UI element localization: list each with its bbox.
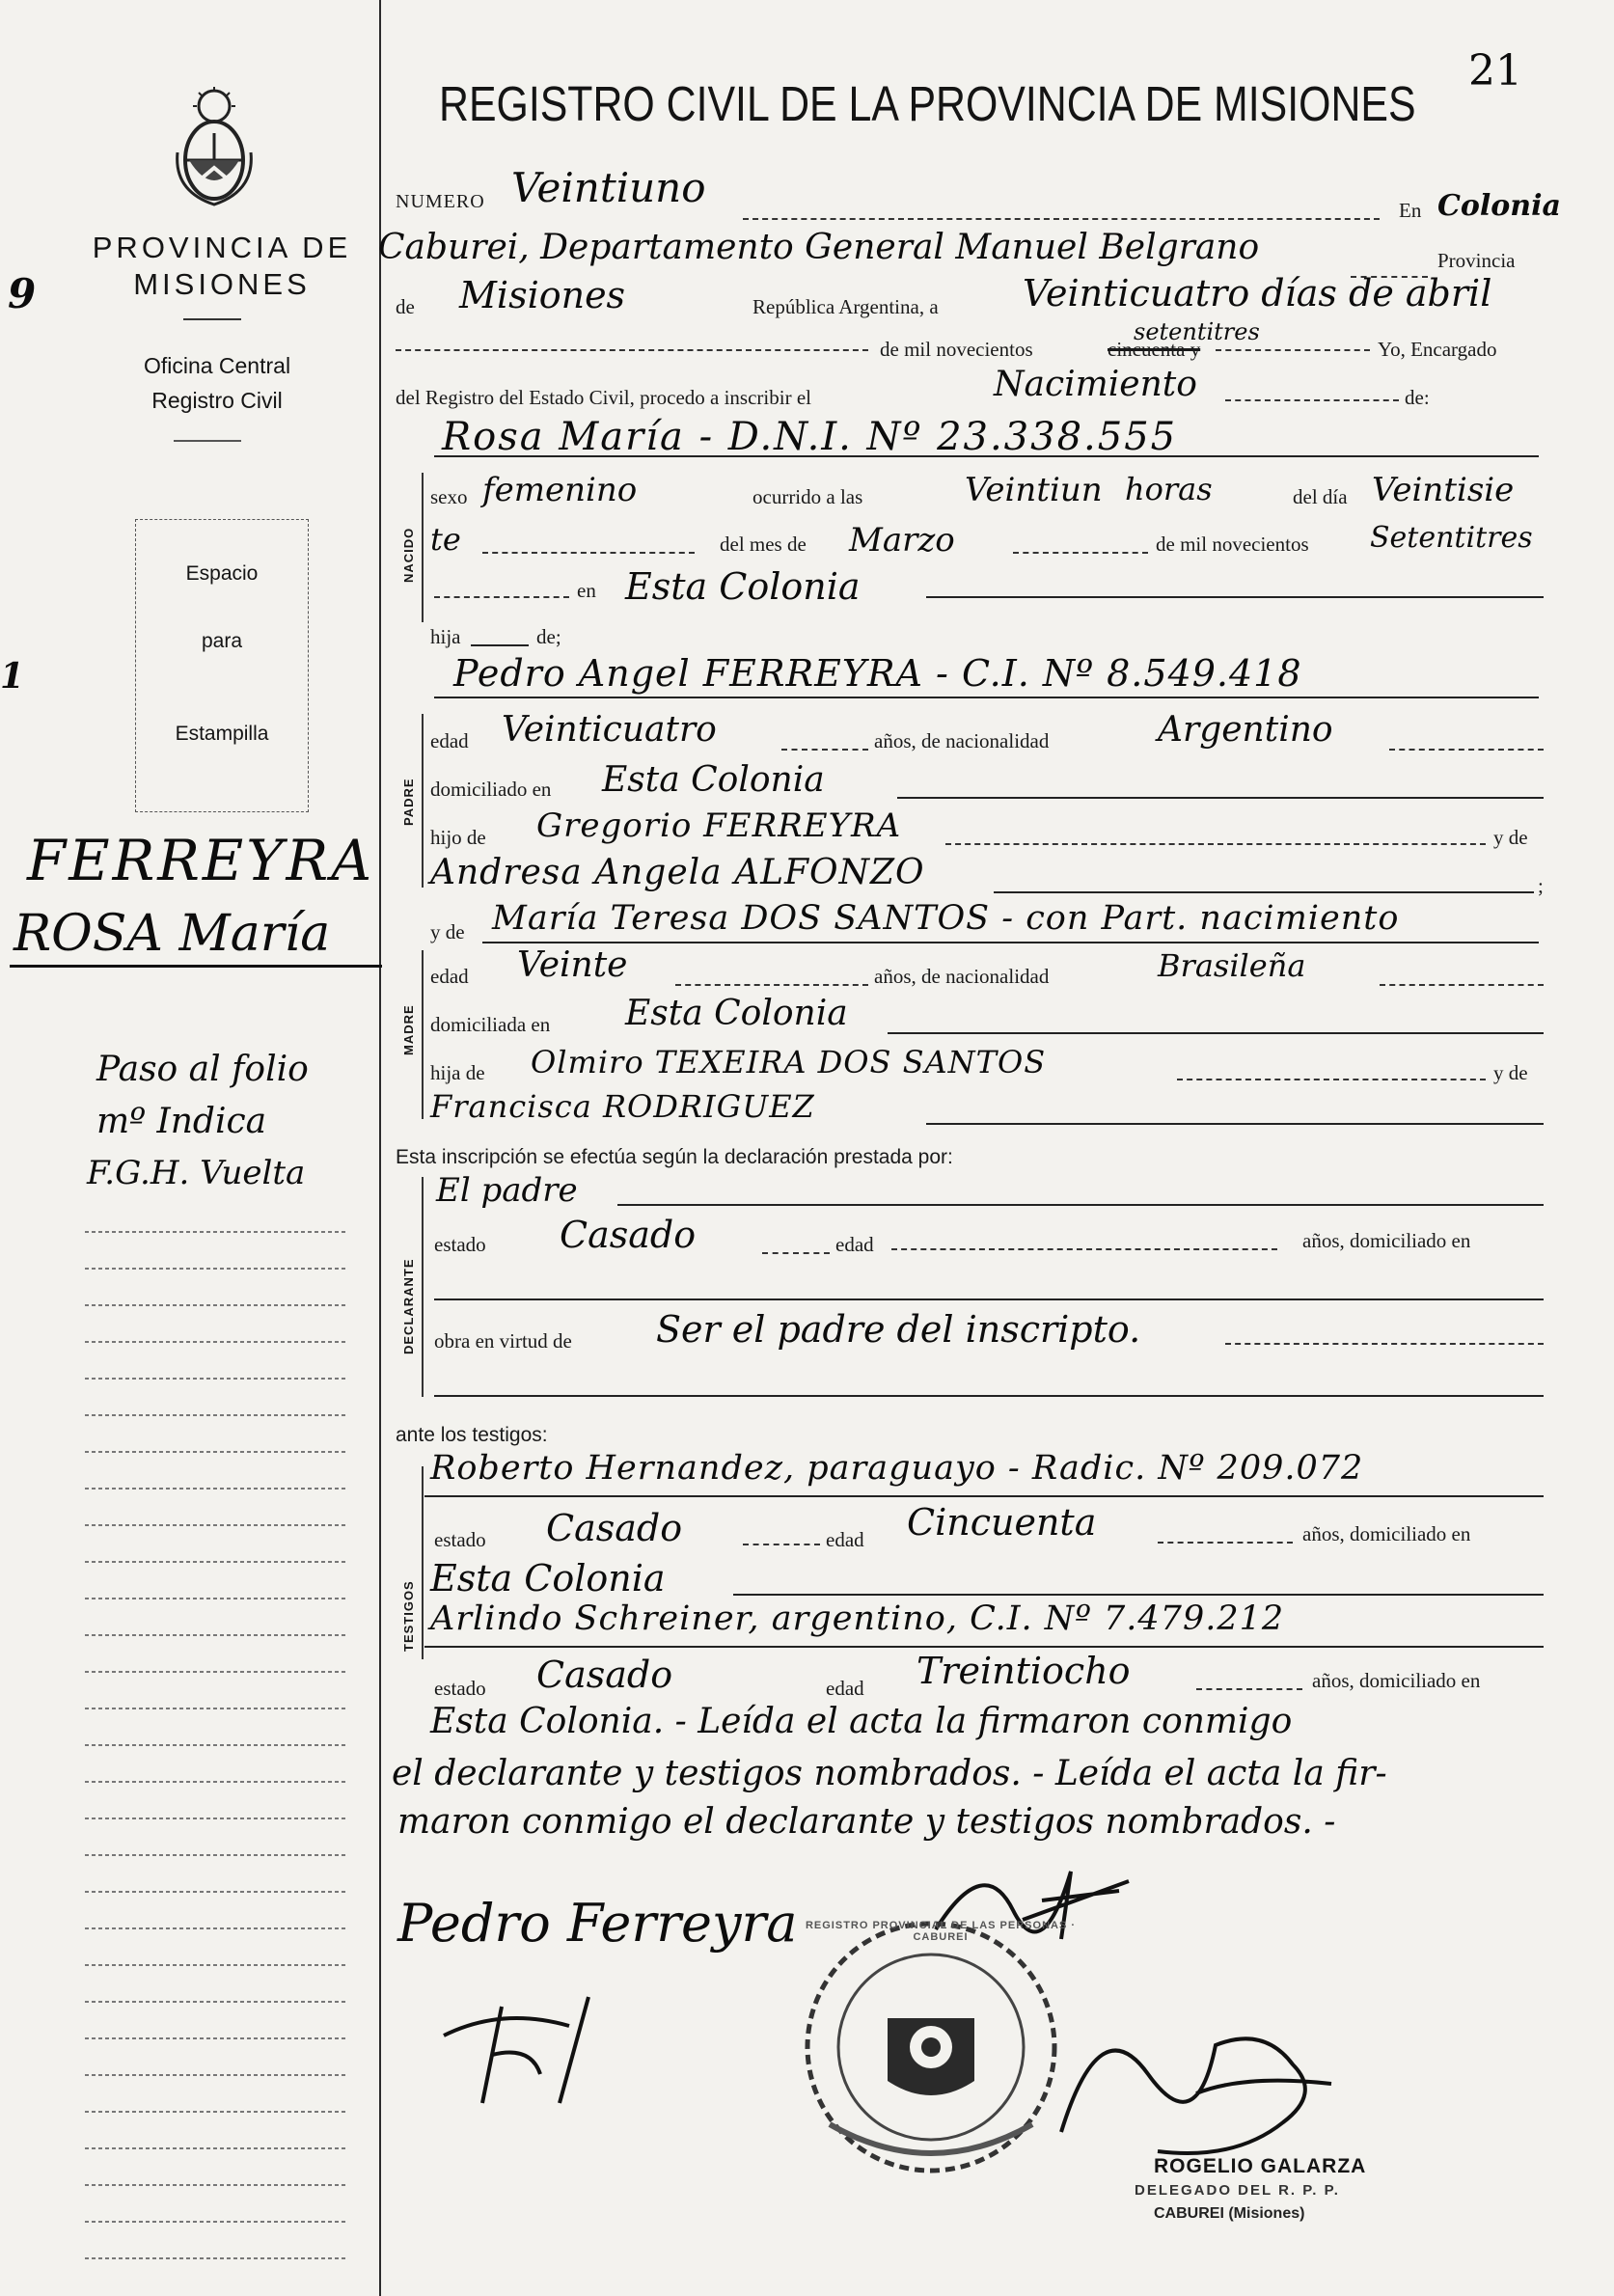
madre-edad-line <box>675 984 868 986</box>
de-label: de <box>396 295 415 318</box>
struck-text: cincuenta y <box>1108 338 1201 361</box>
padre-nombre: Pedro Angel FERREYRA - C.I. Nº 8.549.418 <box>453 652 1302 695</box>
stamp-box-line-3: Estampilla <box>175 723 269 745</box>
dia-label: del día <box>1293 485 1348 508</box>
declarante-estado: Casado <box>560 1214 697 1256</box>
madre-dom: Esta Colonia <box>625 994 848 1033</box>
edad-label: edad <box>430 729 469 752</box>
left-column-lines <box>85 1196 345 2277</box>
side-label-declarante: DECLARANTE <box>401 1258 416 1354</box>
abuelo-paterno-line <box>945 843 1486 845</box>
inscripcion-label: Esta inscripción se efectúa según la declaración prestada por: <box>396 1146 953 1168</box>
madre-edad: Veinte <box>517 945 628 985</box>
page-number: 21 <box>1468 46 1522 96</box>
edad4-label: edad <box>826 1528 864 1551</box>
padre-nac: Argentino <box>1158 710 1333 750</box>
name-underline <box>10 965 382 968</box>
abuelo-materno-line <box>1177 1079 1486 1080</box>
provincia-value: Misiones <box>459 274 626 316</box>
column-divider <box>379 0 381 2296</box>
edad3-label: edad <box>835 1233 874 1256</box>
domiciliada-label: domiciliada en <box>430 1013 551 1036</box>
mes-value: Marzo <box>849 521 955 560</box>
anios-dom2-label: años, domiciliado en <box>1302 1522 1471 1545</box>
de3-label: de; <box>536 625 561 648</box>
abuelo-paterno: Gregorio FERREYRA <box>536 806 902 845</box>
t1-edad-line <box>1158 1542 1293 1544</box>
sexo-value: femenino <box>482 471 638 509</box>
provincia-label: Provincia <box>1437 249 1516 272</box>
nacido-bracket <box>422 473 424 622</box>
declarante-line <box>617 1204 1544 1206</box>
testigo-1-edad: Cincuenta <box>907 1501 1097 1544</box>
testigos-bracket <box>422 1466 424 1659</box>
declarante-estado-line <box>762 1252 830 1254</box>
row4-line <box>396 349 868 351</box>
page-title: REGISTRO CIVIL DE LA PROVINCIA DE MISIONES <box>439 76 1416 131</box>
declarante-bracket <box>422 1177 424 1397</box>
testigo-1-line <box>424 1495 1544 1497</box>
padre-dom-line <box>897 797 1544 799</box>
republica-label: República Argentina, a <box>752 295 939 318</box>
official-seal-icon <box>791 1902 1071 2192</box>
dia-value-cont: te <box>430 521 461 558</box>
edad2-label: edad <box>430 965 469 988</box>
nombre-inscripto: Rosa María - D.N.I. Nº 23.338.555 <box>442 415 1178 459</box>
en2-label: en <box>577 579 596 602</box>
declarante-edad-line <box>891 1248 1277 1250</box>
abuela-paterna: Andresa Angela ALFONZO <box>430 853 925 892</box>
side-label-madre: MADRE <box>401 1004 416 1055</box>
en-value: Colonia <box>1437 189 1561 223</box>
estado2-label: estado <box>434 1528 486 1551</box>
stamp-box-line-1: Espacio <box>185 562 259 585</box>
domiciliado-label: domiciliado en <box>430 778 552 801</box>
estado3-label: estado <box>434 1677 486 1700</box>
testigo-1-dom: Esta Colonia <box>430 1557 666 1599</box>
hijo-de-label: hijo de <box>430 826 486 849</box>
official-title: DELEGADO DEL R. P. P. <box>1135 2182 1340 2199</box>
t2-edad-line <box>1196 1688 1302 1690</box>
mes-line <box>1013 552 1148 554</box>
anios-dom3-label: años, domiciliado en <box>1312 1669 1481 1692</box>
cierre-line-1: el declarante y testigos nombrados. - Leída el acta la fir- <box>392 1754 1387 1793</box>
lugar-value: Esta Colonia <box>625 565 861 608</box>
madre-nac-line <box>1380 984 1544 986</box>
hija-label: hija <box>430 625 461 648</box>
margin-mark-2: 1 <box>0 656 25 697</box>
testigos-label: ante los testigos: <box>396 1424 548 1446</box>
y-de3-label: y de <box>1493 1061 1528 1084</box>
obra-line <box>1225 1343 1544 1345</box>
declarante-value: El padre <box>436 1171 578 1210</box>
fecha-value: Veinticuatro días de abril <box>1023 272 1492 314</box>
abuela-materna: Francisca RODRIGUEZ <box>430 1088 815 1125</box>
official-name: ROGELIO GALARZA <box>1154 2155 1367 2177</box>
mil-label: de mil novecientos <box>880 338 1033 361</box>
abuela-paterna-line <box>994 891 1534 893</box>
madre-nac: Brasileña <box>1158 947 1306 984</box>
testigo-2: Arlindo Schreiner, argentino, C.I. Nº 7.479.212 <box>430 1599 1285 1638</box>
row4-line-2 <box>1216 349 1370 351</box>
numero-line <box>743 218 1380 220</box>
abuelo-materno: Olmiro TEXEIRA DOS SANTOS <box>531 1044 1047 1080</box>
registro-label: del Registro del Estado Civil, procedo a inscribir el <box>396 386 811 409</box>
hija-de-label: hija de <box>430 1061 485 1084</box>
name-surname: FERREYRA <box>27 828 375 893</box>
y-de2-label: y de <box>430 920 465 943</box>
encargado-rubrica <box>424 1968 656 2113</box>
madre-dom-line <box>888 1032 1544 1034</box>
sexo-label: sexo <box>430 485 468 508</box>
padre-nac-line <box>1389 749 1544 751</box>
madre-nombre: María Teresa DOS SANTOS - con Part. nacimiento <box>492 899 1400 938</box>
declarante-dom-line <box>434 1298 1544 1300</box>
side-label-nacido: NACIDO <box>401 527 416 583</box>
padre-firma: Pedro Ferreyra <box>397 1893 798 1954</box>
correction-text: setentitres <box>1134 318 1260 345</box>
abuela-materna-line <box>926 1123 1544 1125</box>
stamp-box-line-2: para <box>201 630 243 652</box>
mes-label: del mes de <box>720 533 807 556</box>
y-de-label: y de <box>1493 826 1528 849</box>
office-line-2: Registro Civil <box>151 388 283 413</box>
anio-value: Setentitres <box>1370 521 1533 555</box>
province-underline <box>183 318 241 320</box>
testigo-2-edad: Treintiocho <box>916 1650 1131 1692</box>
en-label: En <box>1399 199 1422 222</box>
obra-label: obra en virtud de <box>434 1329 572 1353</box>
padre-bracket <box>422 714 424 888</box>
anios-nac2-label: años, de nacionalidad <box>874 965 1050 988</box>
madre-bracket <box>422 950 424 1119</box>
side-label-padre: PADRE <box>401 778 416 826</box>
anio-label: de mil novecientos <box>1156 533 1309 556</box>
numero-value: Veintiuno <box>511 164 706 211</box>
testigo-2-estado: Casado <box>536 1654 673 1696</box>
province-name: PROVINCIA DE MISIONES <box>92 231 352 301</box>
padre-dom: Esta Colonia <box>602 760 825 800</box>
t1-dom-line <box>733 1594 1544 1596</box>
office-line-1: Oficina Central <box>143 353 291 378</box>
de2-label: de: <box>1405 386 1430 409</box>
lugar-line <box>926 596 1544 598</box>
localidad-value: Caburei, Departamento General Manuel Belgrano <box>378 228 1260 267</box>
official-signature <box>1042 1987 1389 2180</box>
testigo-2-line <box>424 1646 1544 1648</box>
seal-text: REGISTRO PROVINCIAL DE LAS PERSONAS · CABUREI <box>805 1920 1077 1943</box>
official-place: CABUREI (Misiones) <box>1154 2205 1305 2222</box>
anios-dom-label: años, domiciliado en <box>1302 1229 1471 1252</box>
margin-note-line-1: Paso al folio <box>96 1050 309 1089</box>
acto-value: Nacimiento <box>994 365 1197 404</box>
ocurrido-label: ocurrido a las <box>752 485 863 508</box>
horas-label: horas <box>1125 471 1213 507</box>
testigo-2-dom: Esta Colonia. - Leída el acta la firmaron conmigo <box>430 1702 1293 1741</box>
padre-nombre-line <box>434 697 1539 698</box>
numero-label: NUMERO <box>396 191 485 212</box>
coat-of-arms-icon <box>166 85 262 210</box>
stamp-box <box>135 519 309 812</box>
margin-mark-1: 9 <box>8 270 37 317</box>
t1-estado-line <box>743 1544 820 1545</box>
testigo-1-estado: Casado <box>546 1507 683 1549</box>
semicolon: ; <box>1538 874 1544 897</box>
obra-value: Ser el padre del inscripto. <box>656 1308 1141 1351</box>
cierre-line-2: maron conmigo el declarante y testigos nombrados. - <box>397 1802 1336 1842</box>
office-underline <box>174 440 241 442</box>
yo-label: Yo, Encargado <box>1378 338 1497 361</box>
nombre-line <box>434 455 1539 457</box>
dia-line <box>482 552 695 554</box>
lugar-line-pre <box>434 596 569 598</box>
hija-line <box>471 644 529 646</box>
anios-nac-label: años, de nacionalidad <box>874 729 1050 752</box>
padre-edad: Veinticuatro <box>502 710 717 750</box>
obra-line-2 <box>434 1395 1544 1397</box>
name-given: ROSA María <box>14 905 331 963</box>
margin-note-line-3: F.G.H. Vuelta <box>87 1154 306 1192</box>
padre-edad-line <box>781 749 868 751</box>
testigo-1: Roberto Hernandez, paraguayo - Radic. Nº 209.072 <box>430 1449 1364 1488</box>
estado-label: estado <box>434 1233 486 1256</box>
side-label-testigos: TESTIGOS <box>401 1580 416 1652</box>
acto-line <box>1225 399 1399 401</box>
dia-value: Veintisie <box>1372 471 1515 509</box>
edad5-label: edad <box>826 1677 864 1700</box>
margin-note-line-2: mº Indica <box>96 1102 267 1141</box>
madre-nombre-line <box>482 942 1539 943</box>
hora-value: Veintiun <box>965 471 1103 509</box>
